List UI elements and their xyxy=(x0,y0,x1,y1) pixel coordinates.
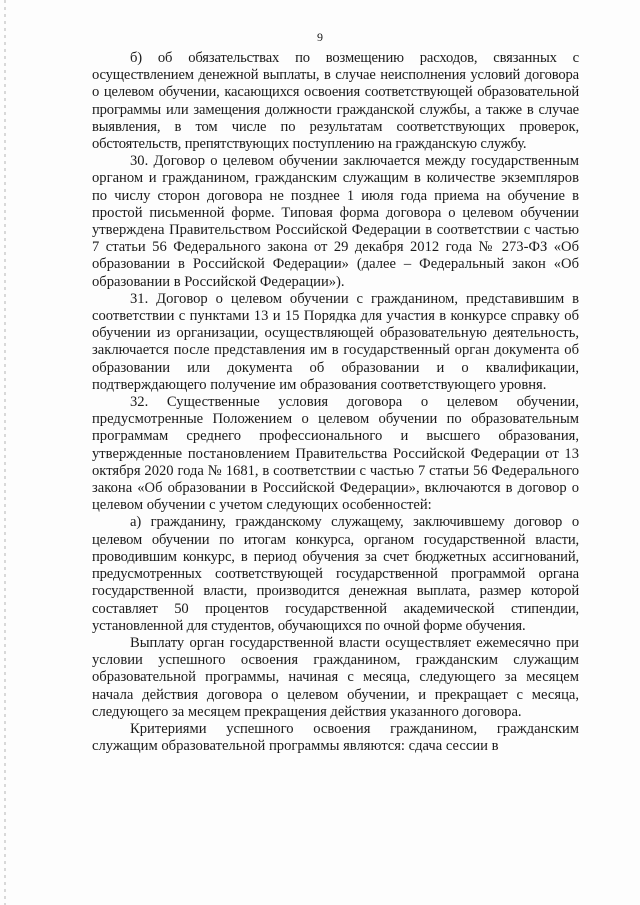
document-body xyxy=(92,50,579,755)
paragraph-32: 32. Существенные условия договора о целевом обучении, предусмотренные Положением о целевом обучении по образовательным программам среднего профессионального и высшего образования, утвержденные постановлением Правительства Российской Федерации от 13 октября 2020 года № 1681, в соответствии с частью 7 статьи 56 Федерального закона «Об образовании в Российской Федерации», включаются в договор о целевом обучении с учетом следующих особенностей: xyxy=(92,394,579,514)
paragraph-31: 31. Договор о целевом обучении с гражданином, представившим в соответствии с пунктами 13 и 15 Порядка для участия в конкурсе справку об обучении из организации, осуществляющей образовательную деятельность, заключается после представления им в государственный орган документа об образовании или документа об образовании и о квалификации, подтверждающего получение им образования соответствующего уровня. xyxy=(92,290,579,393)
scan-edge-mark xyxy=(4,0,6,905)
paragraph-success-criteria: Критериями успешного освоения гражданином, гражданским служащим образовательной программы являются: сдача сессии в xyxy=(92,720,579,755)
page-number: 9 xyxy=(317,30,323,44)
paragraph-payment-schedule: Выплату орган государственной власти осуществляет ежемесячно при условии успешного освоения гражданином, гражданским служащим образовательной программы, начиная с месяца, следующего за месяцем начала действия договора о целевом обучении, и прекращает с месяца, следующего за месяцем прекращения действия указанного договора. xyxy=(92,634,579,720)
paragraph-b-obligations: б) об обязательствах по возмещению расходов, связанных с осуществлением денежной выплаты, в случае неисполнения условий договора о целевом обучении, касающихся освоения соответствующей образовательной программы или замещения должности гражданской службы, а также в случае выявления, в том числе по результатам соответствующих проверок, обстоятельств, препятствующих поступлению на гражданскую службу. xyxy=(92,50,579,153)
paragraph-a-payment: а) гражданину, гражданскому служащему, заключившему договор о целевом обучении по итогам конкурса, органом государственной власти, проводившим конкурс, в период обучения за счет бюджетных ассигнований, предусмотренных соответствующей государственной программой органа государственной власти, производится денежная выплата, размер которой составляет 50 процентов государственной академической стипендии, установленной для студентов, обучающихся по очной форме обучения. xyxy=(92,514,579,634)
paragraph-30: 30. Договор о целевом обучении заключается между государственным органом и гражданином, гражданским служащим в количестве экземпляров по числу сторон договора не позднее 1 июля года приема на обучение в простой письменной форме. Типовая форма договора о целевом обучении утверждена Правительством Российской Федерации в соответствии с частью 7 статьи 56 Федерального закона от 29 декабря 2012 года № 273-ФЗ «Об образовании в Российской Федерации» (далее – Федеральный закон «Об образовании в Российской Федерации»). xyxy=(92,153,579,290)
